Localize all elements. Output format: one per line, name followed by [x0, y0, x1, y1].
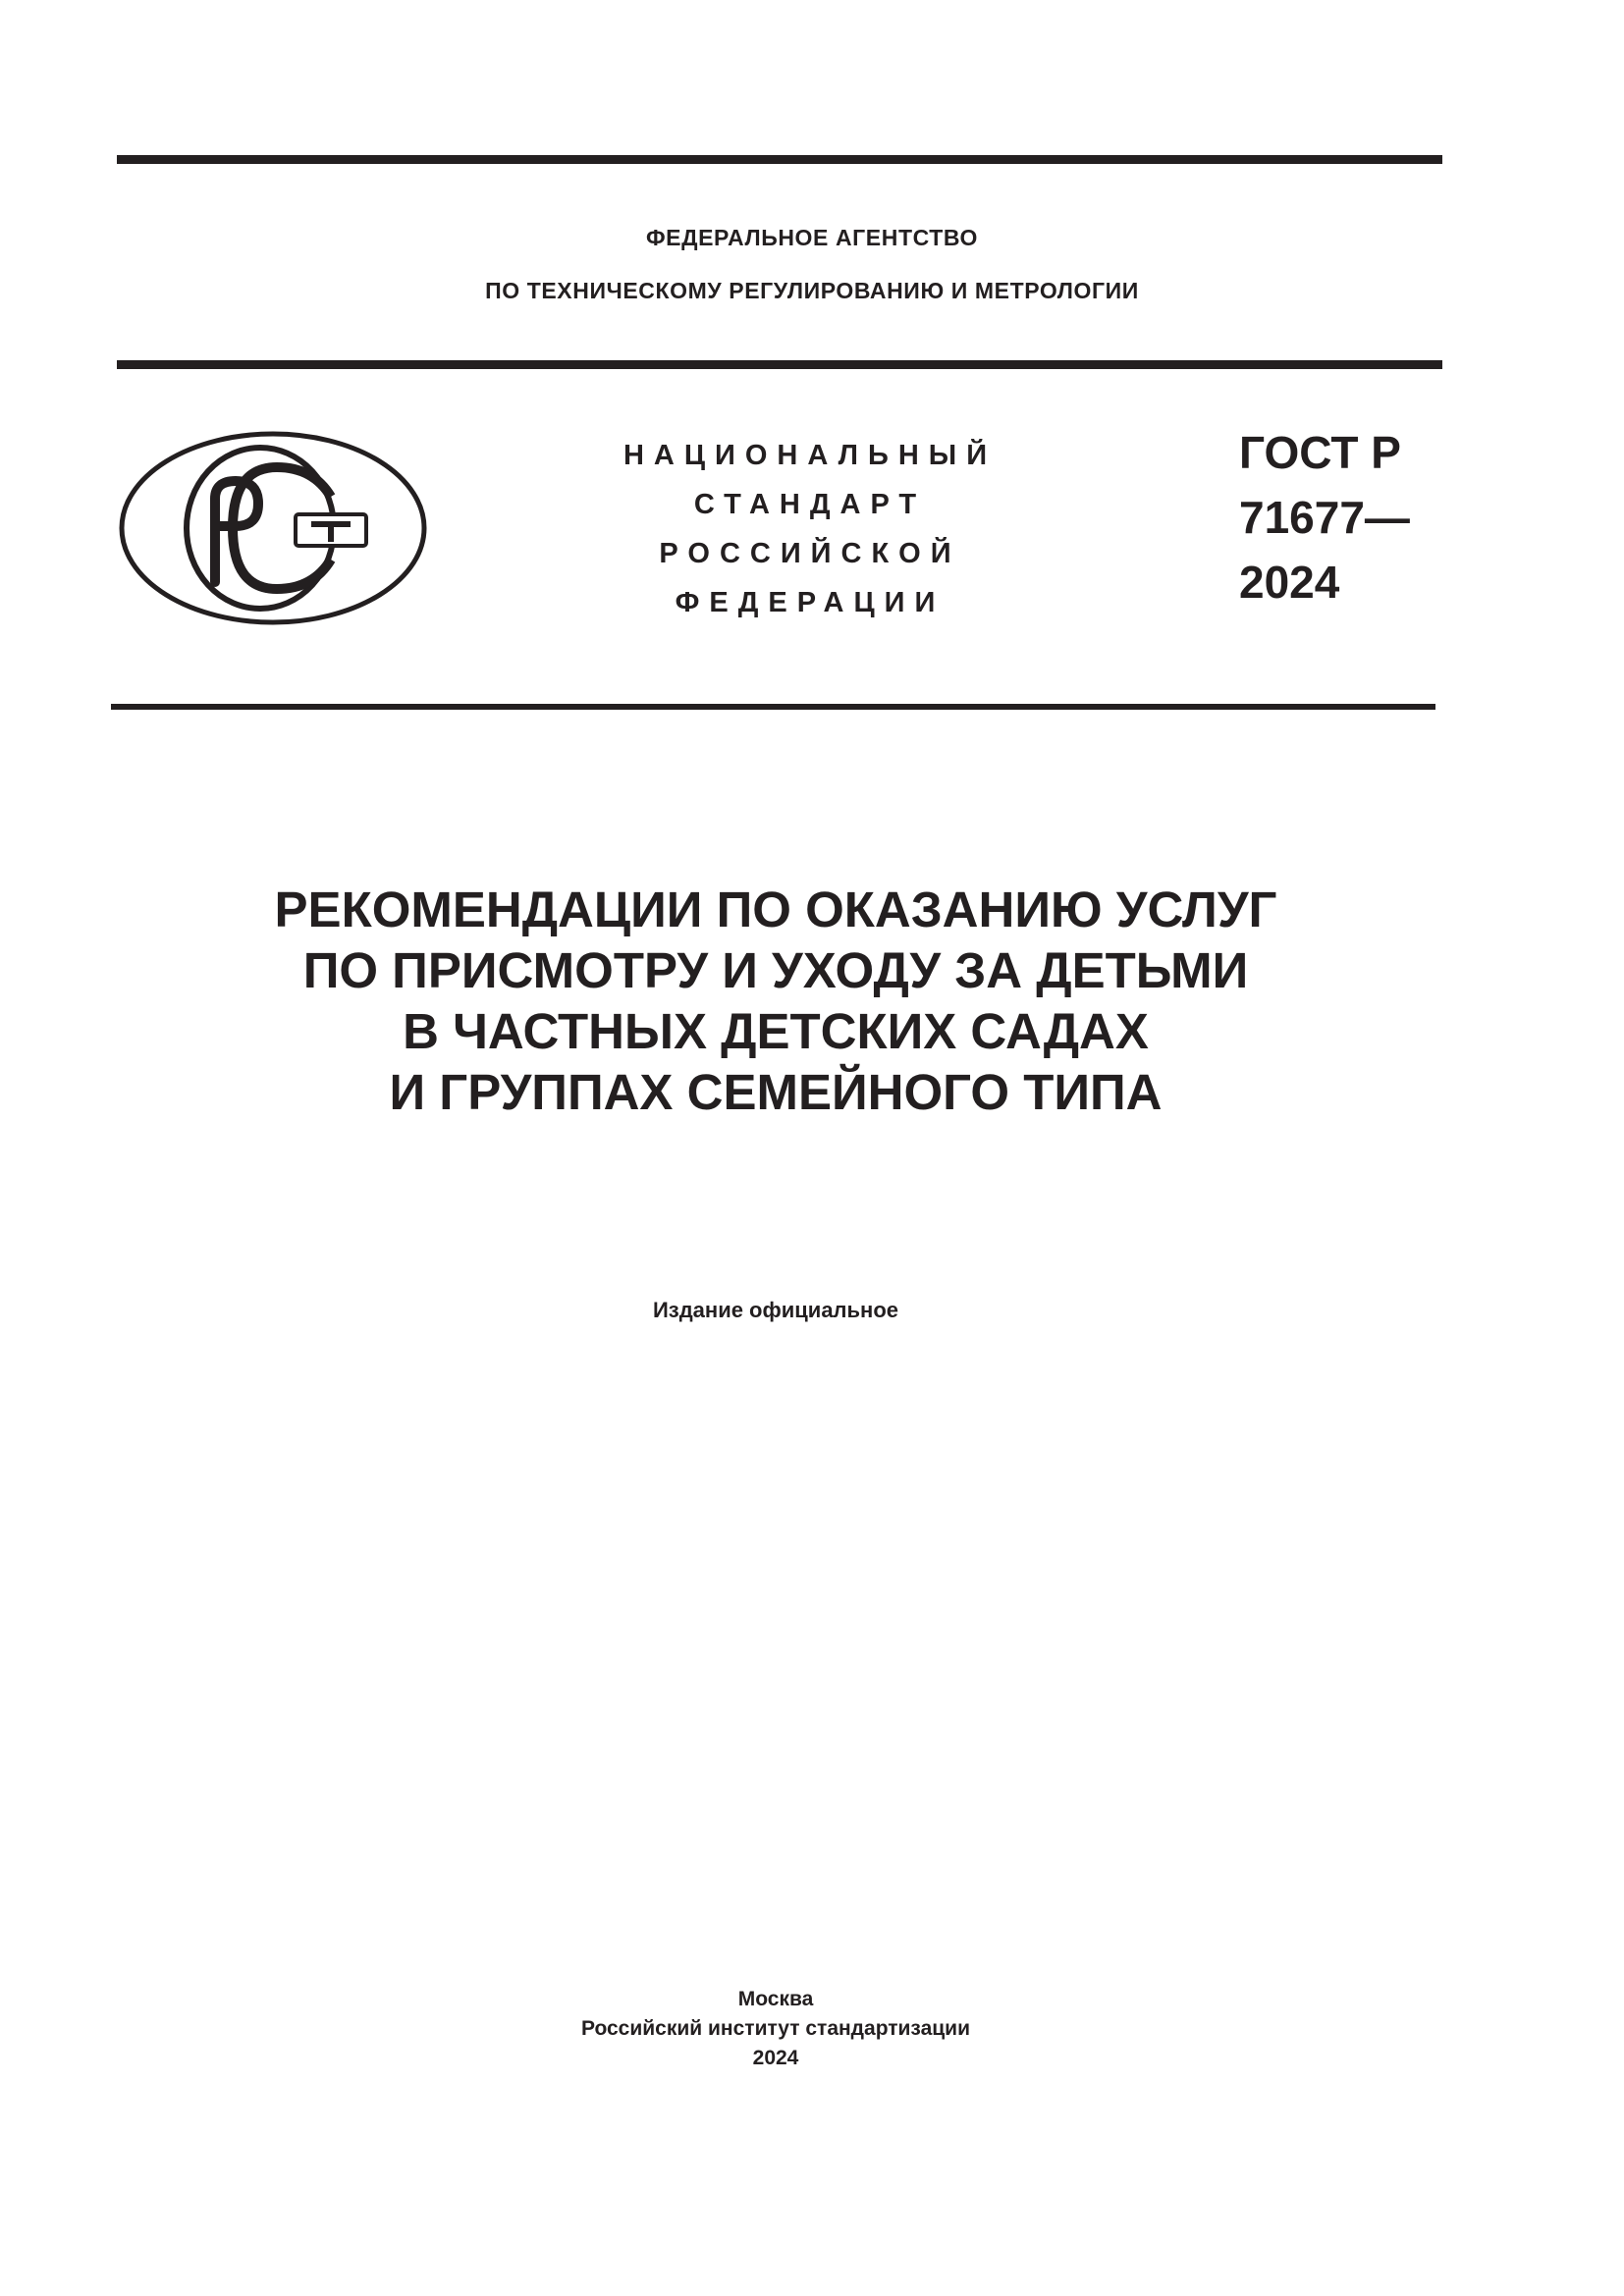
imprint [0, 1985, 1551, 2073]
standard-designation [1239, 420, 1410, 614]
designation-line-3: 2024 [1239, 557, 1340, 608]
designation-line-1: ГОСТ Р [1239, 427, 1401, 478]
designation-line-2: 71677— [1239, 492, 1410, 543]
top-rule [117, 155, 1442, 164]
imprint-city: Москва [737, 1988, 814, 2010]
standard-type-line-4: ФЕДЕРАЦИИ [675, 587, 946, 618]
title-line-3: В ЧАСТНЫХ ДЕТСКИХ САДАХ [403, 1003, 1149, 1059]
standard-type [599, 431, 1021, 627]
title-line-2: ПО ПРИСМОТРУ И УХОДУ ЗА ДЕТЬМИ [302, 942, 1249, 998]
imprint-publisher: Российский институт стандартизации [580, 2017, 971, 2040]
rst-certification-mark-icon [117, 430, 429, 626]
title-line-4: И ГРУППАХ СЕМЕЙНОГО ТИПА [389, 1064, 1163, 1120]
edition-note: Издание официальное [652, 1298, 899, 1322]
document-title [0, 880, 1551, 1123]
standard-type-line-1: НАЦИОНАЛЬНЫЙ [623, 440, 998, 471]
standard-type-line-2: СТАНДАРТ [693, 489, 927, 520]
standard-type-line-3: РОССИЙСКОЙ [659, 538, 961, 569]
agency-line-1: ФЕДЕРАЛЬНОЕ АГЕНТСТВО [645, 225, 979, 250]
agency-line-2: ПО ТЕХНИЧЕСКОМУ РЕГУЛИРОВАНИЮ И МЕТРОЛОГИИ [485, 278, 1139, 303]
agency-bottom-rule [117, 360, 1442, 369]
imprint-year: 2024 [752, 2047, 799, 2069]
header-bottom-rule [111, 704, 1435, 710]
title-line-1: РЕКОМЕНДАЦИИ ПО ОКАЗАНИЮ УСЛУГ [274, 881, 1277, 937]
